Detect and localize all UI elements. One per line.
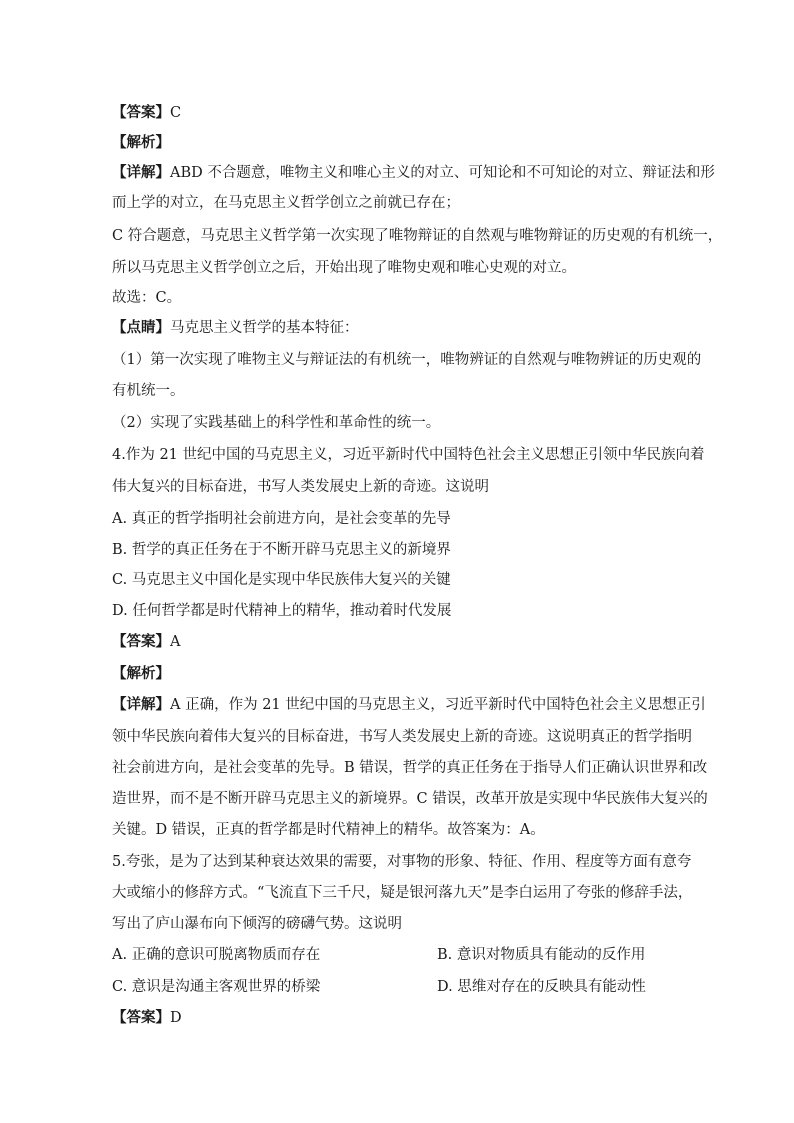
answer-label: 【答案】	[112, 633, 170, 650]
q4-detail-line: 关键。D 错误，正真的哲学都是时代精神上的精华。故答案为：A。	[112, 822, 545, 838]
answer-value: C	[170, 105, 182, 121]
q3-detail-line: 故选：C。	[112, 290, 182, 306]
q4-option-a: A. 真正的哲学指明社会前进方向，是社会变革的先导	[112, 511, 451, 527]
q5-option-a: A. 正确的意识可脱离物质而存在	[112, 947, 321, 963]
answer-value: A	[170, 634, 181, 650]
tip-label: 【点睛】	[112, 319, 170, 336]
q4-answer	[112, 632, 180, 652]
q3-analysis-label: 【解析】	[112, 134, 170, 151]
q3-detail-line: 所以马克思主义哲学创立之后，开始出现了唯物史观和唯心史观的对立。	[112, 260, 576, 276]
detail-label: 【详解】	[112, 696, 170, 713]
q5-stem-line: 5.夸张，是为了达到某种衰达效果的需要，对事物的形象、特征、作用、程度等方面有意夸	[112, 854, 692, 870]
q3-detail-line: 【详解】ABD 不合题意，唯物主义和唯心主义的对立、可知论和不可知论的对立、辩证法和形	[112, 164, 715, 181]
q4-option-b: B. 哲学的真正任务在于不断开辟马克思主义的新境界	[112, 542, 451, 558]
q4-option-c: C. 马克思主义中国化是实现中华民族伟大复兴的关键	[112, 572, 451, 588]
q5-stem-line: 大或缩小的修辞方式。“飞流直下三千尺，疑是银河落九天”是李白运用了夸张的修辞手法，	[112, 885, 693, 901]
q3-tip-line: （2）实现了实践基础上的科学性和革命性的统一。	[112, 415, 441, 431]
q4-stem-line: 伟大复兴的目标奋进，书写人类发展史上新的奇迹。这说明	[112, 479, 489, 495]
answer-label: 【答案】	[112, 1009, 170, 1026]
q5-option-c: C. 意识是沟通主客观世界的桥梁	[112, 979, 321, 995]
q5-option-d: D. 思维对存在的反映具有能动性	[437, 979, 646, 995]
tip-title: 马克思主义哲学的基本特征：	[170, 320, 359, 336]
q4-detail-line: 社会前进方向，是社会变革的先导。B 错误，哲学的真正任务在于指导人们正确认识世界和改	[112, 760, 708, 776]
q3-tip-line: （1）第一次实现了唯物主义与辩证法的有机统一，唯物辨证的自然观与唯物辨证的历史观的	[112, 352, 702, 368]
q5-option-b: B. 意识对物质具有能动的反作用	[437, 947, 646, 963]
q4-detail-line: 【详解】A 正确，作为 21 世纪中国的马克思主义，习近平新时代中国特色社会主义思想正引	[112, 696, 706, 713]
q3-answer	[112, 103, 181, 123]
detail-label: 【详解】	[112, 164, 170, 181]
q4-detail-line: 造世界，而不是不断开辟马克思主义的新境界。C 错误，改革开放是实现中华民族伟大复兴的	[112, 791, 708, 807]
q3-tip-line: 有机统一。	[112, 383, 185, 399]
q4-stem-line: 4.作为 21 世纪中国的马克思主义，习近平新时代中国特色社会主义思想正引领中华民族向着	[112, 447, 705, 463]
q5-answer	[112, 1008, 182, 1028]
q4-analysis-label: 【解析】	[112, 665, 170, 682]
q5-stem-line: 写出了庐山瀑布向下倾泻的磅礴气势。这说明	[112, 916, 402, 932]
answer-label: 【答案】	[112, 104, 170, 121]
answer-value: D	[170, 1010, 182, 1026]
q4-option-d: D. 任何哲学都是时代精神上的精华，推动着时代发展	[112, 603, 452, 619]
q3-detail-line: 而上学的对立，在马克思主义哲学创立之前就已存在；	[112, 195, 460, 211]
q4-detail-line: 领中华民族向着伟大复兴的目标奋进，书写人类发展史上新的奇迹。这说明真正的哲学指明	[112, 729, 692, 745]
q3-detail-line: C 符合题意，马克思主义哲学第一次实现了唯物辩证的自然观与唯物辩证的历史观的有机统一，	[112, 228, 723, 244]
q3-tip	[112, 318, 359, 338]
